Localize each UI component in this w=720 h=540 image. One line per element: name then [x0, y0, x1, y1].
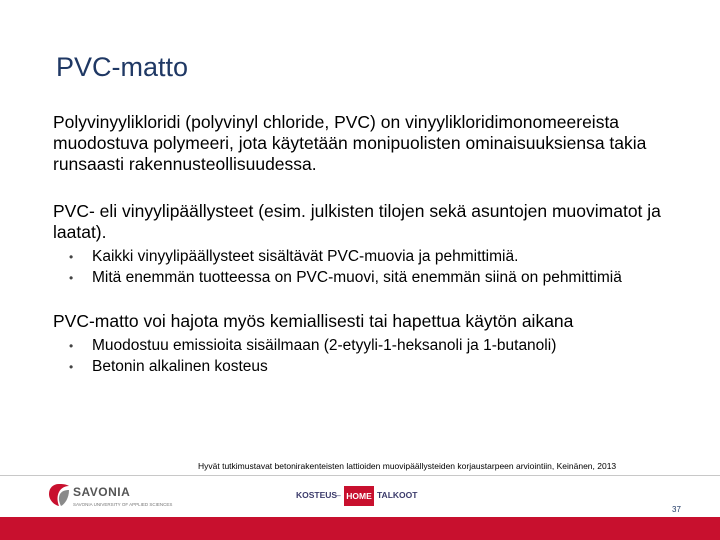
savonia-name: SAVONIA [73, 485, 131, 499]
slide-title: PVC-matto [56, 52, 189, 82]
bullet-icon: • [69, 250, 74, 264]
savonia-logo [48, 483, 173, 515]
bullet-list-degradation [53, 337, 693, 376]
kosteus-dash: – [336, 490, 341, 500]
talkoot-word: TALKOOT [377, 490, 418, 500]
list-item [53, 337, 693, 356]
list-item [53, 269, 693, 288]
footer-divider [0, 475, 720, 476]
kosteus-word: KOSTEUS [296, 490, 338, 500]
savonia-emblem-icon [48, 483, 70, 507]
list-item-text: Kaikki vinyylipäällysteet sisältävät PVC-muovia ja pehmittimiä. [92, 248, 519, 265]
paragraph-pvc-definition: Polyvinyylikloridi (polyvinyl chloride, PVC) on vinyylikloridimonomeereista muodostuva polymeeri, jota käytetään monipuolisten ominaisuuksiensa takia runsaasti rakennusteollisuudessa. [53, 112, 647, 174]
paragraph-vinyl-coverings: PVC- eli vinyylipäällysteet (esim. julkisten tilojen sekä asuntojen muovimatot ja laatat). [53, 201, 661, 242]
bullet-icon: • [69, 339, 74, 353]
page-number: 37 [672, 505, 681, 514]
bullet-icon: • [69, 359, 74, 374]
slide-body [53, 112, 693, 378]
list-item-text: Betonin alkalinen kosteus [92, 357, 268, 375]
bullet-icon: • [69, 270, 74, 285]
list-item [53, 358, 693, 377]
bottom-accent-bar [0, 517, 720, 540]
paragraph-degradation: PVC-matto voi hajota myös kemiallisesti tai hapettua käytön aikana [53, 311, 574, 331]
citation: Hyvät tutkimustavat betonirakenteisten lattioiden muovipäällysteiden korjaustarpeen arviointiin, Keinänen, 2013 [198, 461, 617, 471]
list-item [53, 248, 693, 267]
savonia-tagline: SAVONIA UNIVERSITY OF APPLIED SCIENCES [73, 502, 173, 507]
list-item-text: Muodostuu emissioita sisäilmaan (2-etyyli-1-heksanoli ja 1-butanoli) [92, 337, 557, 354]
kosteus-home-talkoot-logo [296, 486, 416, 508]
home-badge: HOME [344, 486, 374, 506]
bullet-list-vinyl [53, 248, 693, 287]
list-item-text: Mitä enemmän tuotteessa on PVC-muovi, sitä enemmän siinä on pehmittimiä [92, 268, 622, 286]
